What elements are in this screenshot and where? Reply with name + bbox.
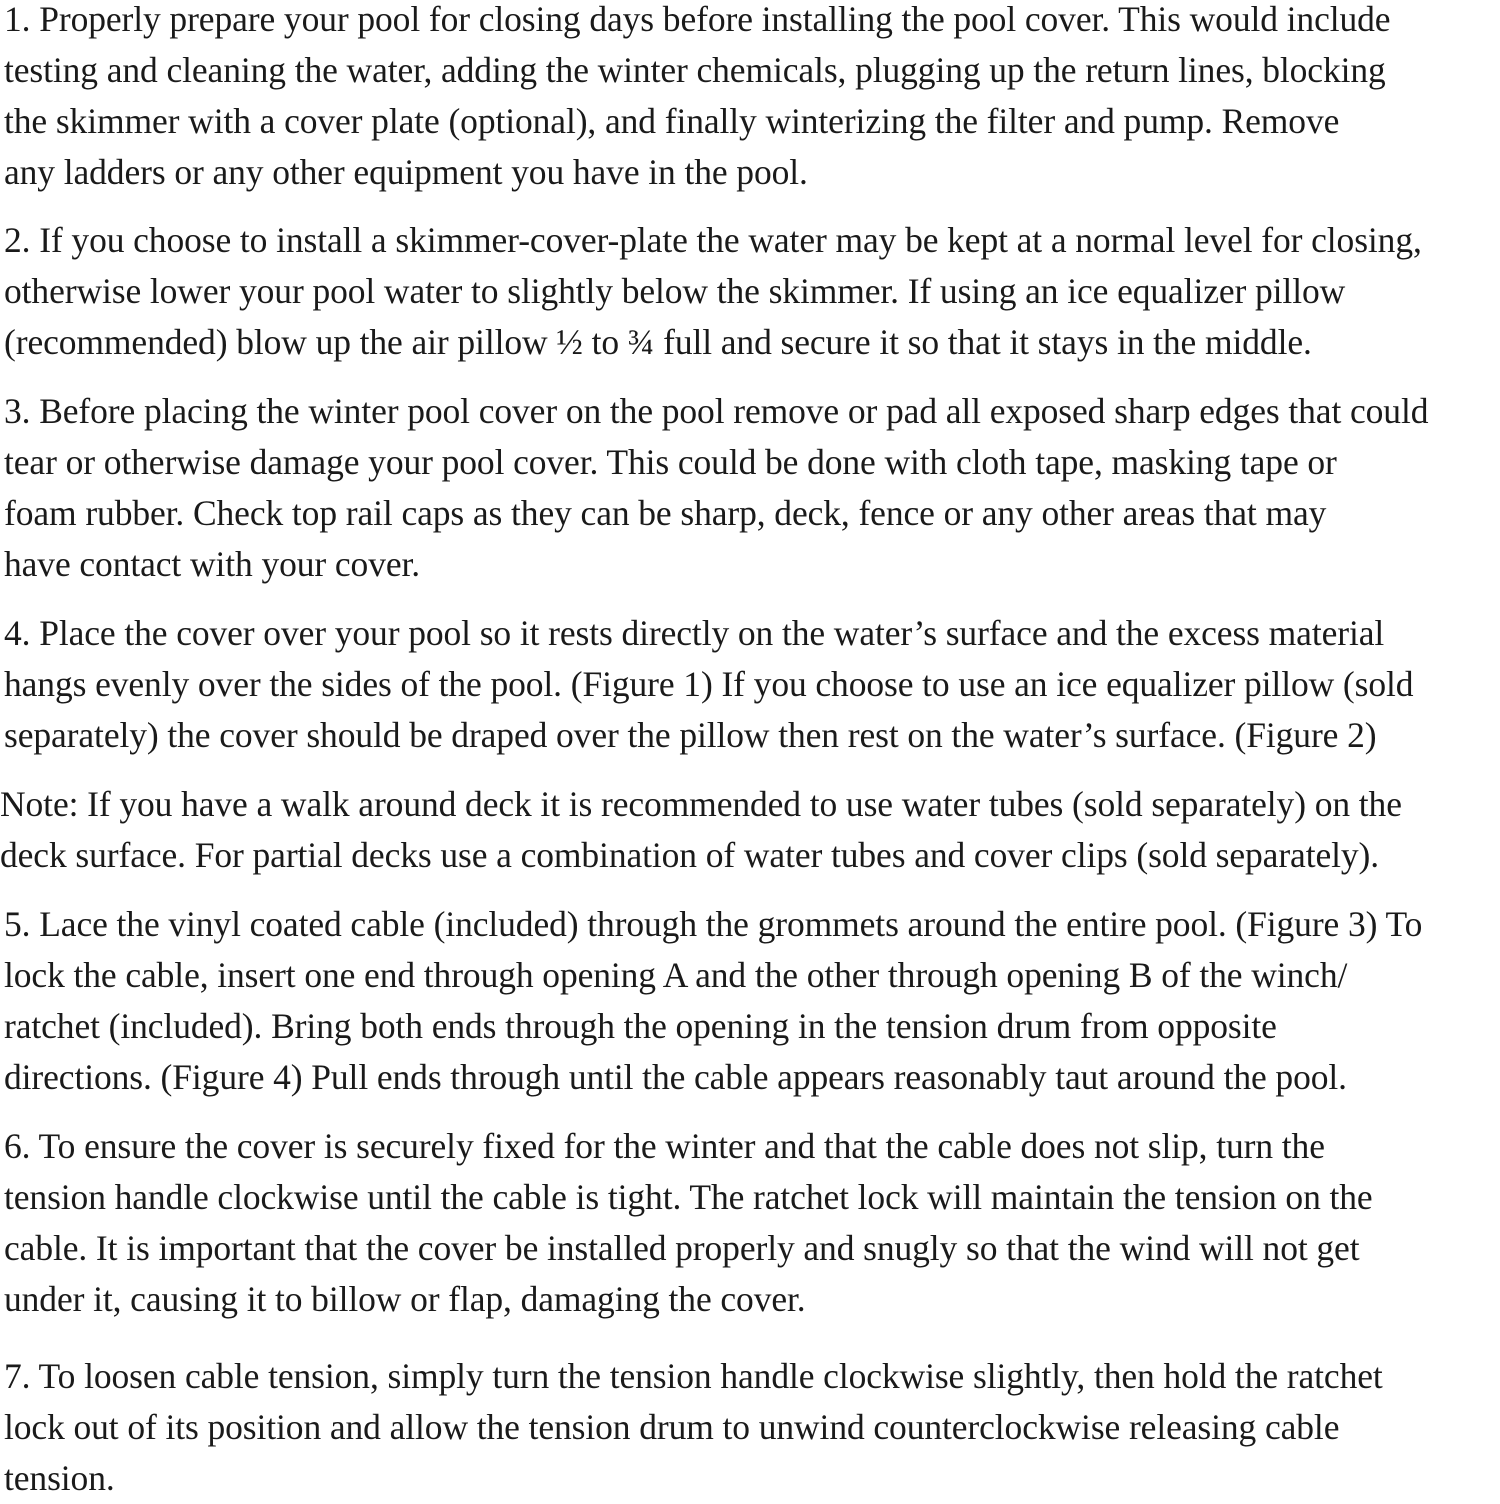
text-line: tension. xyxy=(4,1458,115,1498)
text-line: separately) the cover should be draped over the pillow then rest on the water’s surface. (Figure 2) xyxy=(4,715,1377,755)
text-line: Note: If you have a walk around deck it is recommended to use water tubes (sold separately) on the xyxy=(0,784,1402,824)
text-line: testing and cleaning the water, adding the winter chemicals, plugging up the return lines, blocking xyxy=(4,50,1386,90)
instruction-step-5 xyxy=(4,899,1498,1103)
text-line: any ladders or any other equipment you have in the pool. xyxy=(4,152,808,192)
text-line: lock the cable, insert one end through opening A and the other through opening B of the winch/ xyxy=(4,955,1348,995)
instruction-step-2 xyxy=(4,215,1498,368)
text-line: tear or otherwise damage your pool cover. This could be done with cloth tape, masking tape or xyxy=(4,442,1337,482)
text-line: the skimmer with a cover plate (optional), and finally winterizing the filter and pump. Remove xyxy=(4,101,1340,141)
text-line: 2. If you choose to install a skimmer-cover-plate the water may be kept at a normal level for closing, xyxy=(4,220,1422,260)
text-line: 6. To ensure the cover is securely fixed for the winter and that the cable does not slip, turn the xyxy=(4,1126,1325,1166)
text-line: lock out of its position and allow the tension drum to unwind counterclockwise releasing cable xyxy=(4,1407,1340,1447)
text-line: under it, causing it to billow or flap, damaging the cover. xyxy=(4,1279,806,1319)
text-line: otherwise lower your pool water to slightly below the skimmer. If using an ice equalizer pillow xyxy=(4,271,1346,311)
instruction-step-1 xyxy=(4,0,1498,198)
text-line: foam rubber. Check top rail caps as they can be sharp, deck, fence or any other areas that may xyxy=(4,493,1327,533)
text-line: 4. Place the cover over your pool so it rests directly on the water’s surface and the excess material xyxy=(4,613,1385,653)
text-line: 5. Lace the vinyl coated cable (included) through the grommets around the entire pool. (Figure 3) To xyxy=(4,904,1423,944)
text-line: cable. It is important that the cover be installed properly and snugly so that the wind will not get xyxy=(4,1228,1360,1268)
instruction-note xyxy=(0,779,1494,881)
text-line: (recommended) blow up the air pillow ½ to ¾ full and secure it so that it stays in the middle. xyxy=(4,322,1312,362)
instruction-step-7 xyxy=(4,1351,1498,1504)
instruction-step-3 xyxy=(4,386,1498,590)
text-line: ratchet (included). Bring both ends through the opening in the tension drum from opposite xyxy=(4,1006,1277,1046)
text-line: 3. Before placing the winter pool cover on the pool remove or pad all exposed sharp edges that could xyxy=(4,391,1429,431)
instruction-step-4 xyxy=(4,608,1498,761)
text-line: directions. (Figure 4) Pull ends through until the cable appears reasonably taut around the pool. xyxy=(4,1057,1347,1097)
text-line: 7. To loosen cable tension, simply turn the tension handle clockwise slightly, then hold the ratchet xyxy=(4,1356,1383,1396)
text-line: have contact with your cover. xyxy=(4,544,421,584)
text-line: deck surface. For partial decks use a combination of water tubes and cover clips (sold separately). xyxy=(0,835,1380,875)
text-line: 1. Properly prepare your pool for closing days before installing the pool cover. This would include xyxy=(4,0,1391,39)
text-line: hangs evenly over the sides of the pool. (Figure 1) If you choose to use an ice equalizer pillow (sold xyxy=(4,664,1414,704)
instruction-step-6 xyxy=(4,1121,1498,1325)
text-line: tension handle clockwise until the cable is tight. The ratchet lock will maintain the tension on the xyxy=(4,1177,1373,1217)
